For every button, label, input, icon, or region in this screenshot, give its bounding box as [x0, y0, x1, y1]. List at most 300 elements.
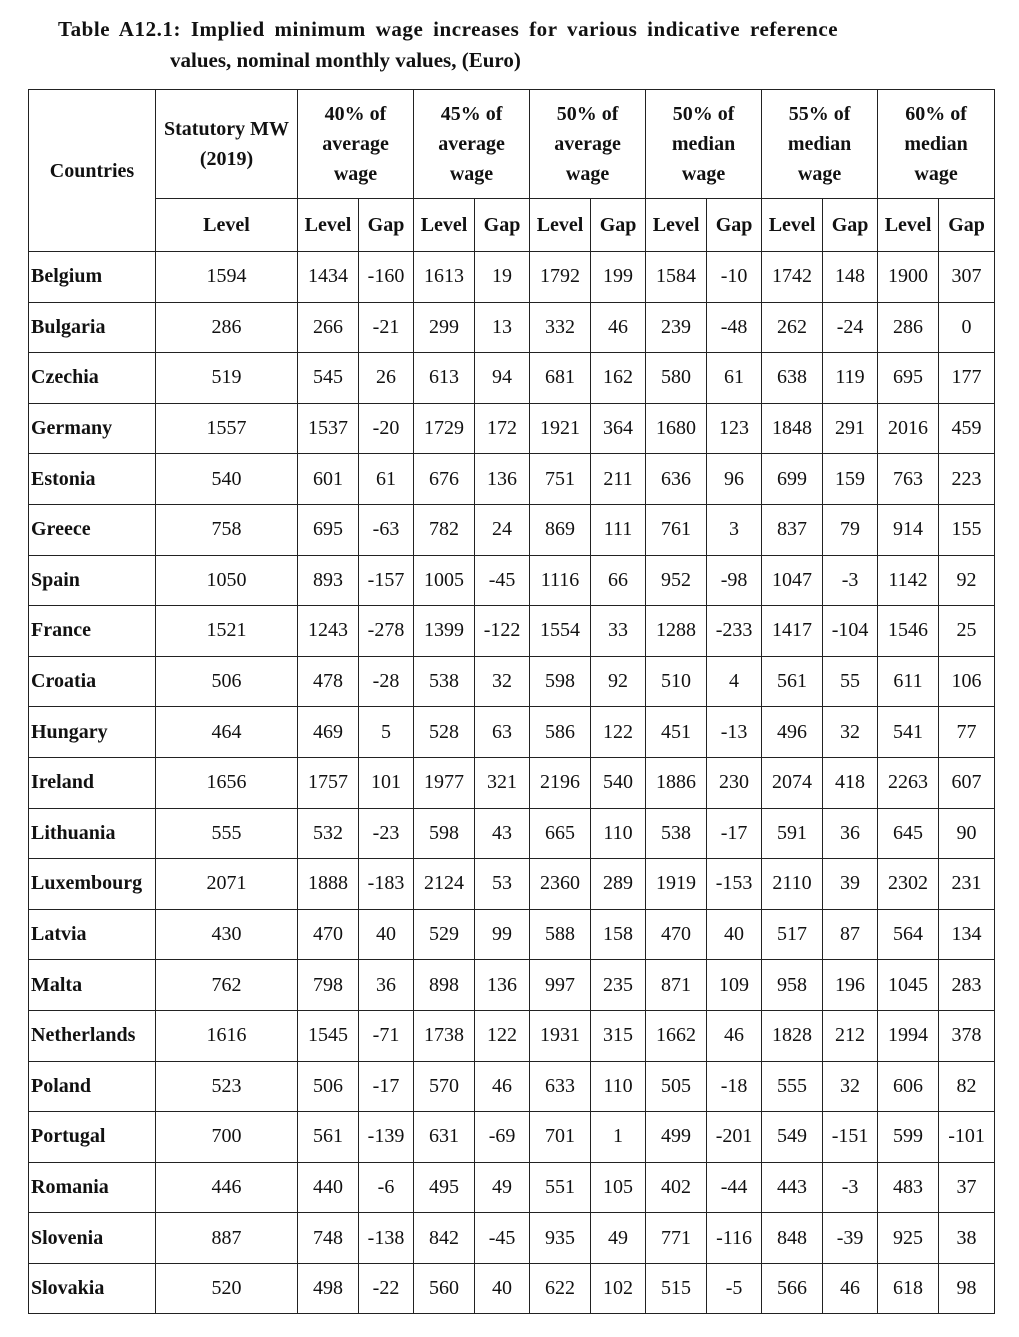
gap-cell: 37: [939, 1162, 995, 1213]
ref-group-unit: wage: [333, 163, 378, 185]
country-cell: Latvia: [29, 909, 156, 960]
table-row: [29, 1162, 995, 1213]
level-cell: 239: [646, 302, 707, 353]
country-cell: Belgium: [29, 252, 156, 303]
gap-cell: 418: [823, 757, 878, 808]
gap-cell: 321: [475, 757, 530, 808]
gap-cell: 25: [939, 606, 995, 657]
gap-cell: 212: [823, 1010, 878, 1061]
level-cell: 952: [646, 555, 707, 606]
level-cell: 925: [878, 1213, 939, 1264]
gap-cell: 98: [939, 1263, 995, 1314]
statutory-mw-cell: 464: [156, 707, 298, 758]
level-cell: 1116: [530, 555, 591, 606]
level-cell: 1931: [530, 1010, 591, 1061]
level-cell: 1662: [646, 1010, 707, 1061]
statutory-mw-cell: 1594: [156, 252, 298, 303]
table-row: [29, 302, 995, 353]
level-cell: 695: [298, 504, 359, 555]
statutory-mw-header-line-2: (2019): [199, 148, 254, 170]
gap-cell: 77: [939, 707, 995, 758]
statutory-mw-cell: 758: [156, 504, 298, 555]
gap-cell: 223: [939, 454, 995, 505]
level-cell: 869: [530, 504, 591, 555]
gap-cell: 5: [359, 707, 414, 758]
level-cell: 958: [762, 960, 823, 1011]
level-cell: 566: [762, 1263, 823, 1314]
level-header: Level: [530, 199, 591, 252]
country-cell: Poland: [29, 1061, 156, 1112]
ref-group-basis: average: [554, 133, 621, 155]
gap-cell: 235: [591, 960, 646, 1011]
level-cell: 618: [878, 1263, 939, 1314]
gap-cell: 13: [475, 302, 530, 353]
gap-cell: -69: [475, 1112, 530, 1163]
country-cell: Netherlands: [29, 1010, 156, 1061]
level-header: Level: [646, 199, 707, 252]
gap-cell: -157: [359, 555, 414, 606]
ref-group-basis: median: [671, 133, 736, 155]
gap-cell: 231: [939, 859, 995, 910]
level-cell: 599: [878, 1112, 939, 1163]
table-row: [29, 909, 995, 960]
level-cell: 1047: [762, 555, 823, 606]
level-cell: 1045: [878, 960, 939, 1011]
level-cell: 771: [646, 1213, 707, 1264]
gap-cell: 39: [823, 859, 878, 910]
level-cell: 538: [646, 808, 707, 859]
gap-cell: 26: [359, 353, 414, 404]
ref-group-unit: wage: [565, 163, 610, 185]
gap-cell: 32: [475, 656, 530, 707]
gap-cell: -21: [359, 302, 414, 353]
gap-cell: -48: [707, 302, 762, 353]
level-cell: 1994: [878, 1010, 939, 1061]
gap-cell: 199: [591, 252, 646, 303]
table-title-line-1: Table A12.1: Implied minimum wage increases for various indicative reference: [58, 17, 839, 41]
level-cell: 499: [646, 1112, 707, 1163]
level-cell: 613: [414, 353, 475, 404]
statutory-mw-cell: 446: [156, 1162, 298, 1213]
level-header: Level: [762, 199, 823, 252]
gap-cell: -116: [707, 1213, 762, 1264]
gap-cell: 136: [475, 454, 530, 505]
gap-cell: -233: [707, 606, 762, 657]
level-cell: 528: [414, 707, 475, 758]
gap-cell: -278: [359, 606, 414, 657]
level-cell: 564: [878, 909, 939, 960]
gap-cell: 94: [475, 353, 530, 404]
gap-cell: 40: [475, 1263, 530, 1314]
gap-cell: 87: [823, 909, 878, 960]
gap-cell: -201: [707, 1112, 762, 1163]
gap-cell: 134: [939, 909, 995, 960]
level-cell: 1546: [878, 606, 939, 657]
gap-cell: 283: [939, 960, 995, 1011]
table-row: [29, 555, 995, 606]
gap-cell: 211: [591, 454, 646, 505]
country-cell: France: [29, 606, 156, 657]
country-cell: Germany: [29, 403, 156, 454]
level-cell: 266: [298, 302, 359, 353]
level-cell: 1742: [762, 252, 823, 303]
gap-cell: 90: [939, 808, 995, 859]
gap-cell: -6: [359, 1162, 414, 1213]
level-cell: 538: [414, 656, 475, 707]
gap-cell: 119: [823, 353, 878, 404]
statutory-mw-cell: 2071: [156, 859, 298, 910]
level-cell: 1142: [878, 555, 939, 606]
gap-cell: -101: [939, 1112, 995, 1163]
gap-cell: 607: [939, 757, 995, 808]
statutory-mw-cell: 887: [156, 1213, 298, 1264]
gap-cell: 110: [591, 808, 646, 859]
country-cell: Bulgaria: [29, 302, 156, 353]
ref-group-unit: wage: [797, 163, 842, 185]
ref-group-basis: average: [438, 133, 505, 155]
level-cell: 560: [414, 1263, 475, 1314]
gap-cell: 38: [939, 1213, 995, 1264]
level-cell: 483: [878, 1162, 939, 1213]
gap-cell: -17: [707, 808, 762, 859]
gap-cell: -22: [359, 1263, 414, 1314]
level-cell: 1886: [646, 757, 707, 808]
gap-cell: 0: [939, 302, 995, 353]
gap-cell: 230: [707, 757, 762, 808]
gap-cell: 101: [359, 757, 414, 808]
gap-cell: 96: [707, 454, 762, 505]
level-cell: 898: [414, 960, 475, 1011]
gap-cell: 36: [359, 960, 414, 1011]
gap-cell: 315: [591, 1010, 646, 1061]
ref-group-header: [762, 90, 878, 199]
level-cell: 1977: [414, 757, 475, 808]
gap-cell: 36: [823, 808, 878, 859]
level-cell: 1288: [646, 606, 707, 657]
statutory-mw-header: [156, 90, 298, 199]
statutory-mw-cell: 520: [156, 1263, 298, 1314]
gap-cell: -45: [475, 1213, 530, 1264]
gap-cell: -153: [707, 859, 762, 910]
table-row: [29, 656, 995, 707]
gap-cell: 364: [591, 403, 646, 454]
level-cell: 332: [530, 302, 591, 353]
statutory-mw-cell: 1616: [156, 1010, 298, 1061]
ref-group-header: [298, 90, 414, 199]
gap-cell: 177: [939, 353, 995, 404]
country-cell: Spain: [29, 555, 156, 606]
country-cell: Estonia: [29, 454, 156, 505]
level-cell: 498: [298, 1263, 359, 1314]
ref-group-pct: 55% of: [788, 103, 851, 125]
level-cell: 665: [530, 808, 591, 859]
ref-group-basis: average: [322, 133, 389, 155]
level-cell: 478: [298, 656, 359, 707]
level-cell: 495: [414, 1162, 475, 1213]
gap-cell: -151: [823, 1112, 878, 1163]
gap-cell: 63: [475, 707, 530, 758]
level-cell: 1005: [414, 555, 475, 606]
statutory-mw-cell: 540: [156, 454, 298, 505]
header-row-groups: [29, 90, 995, 199]
level-cell: 636: [646, 454, 707, 505]
gap-cell: -44: [707, 1162, 762, 1213]
gap-cell: -28: [359, 656, 414, 707]
gap-header: Gap: [939, 199, 995, 252]
country-cell: Czechia: [29, 353, 156, 404]
level-cell: 1828: [762, 1010, 823, 1061]
gap-cell: -138: [359, 1213, 414, 1264]
level-cell: 997: [530, 960, 591, 1011]
level-cell: 469: [298, 707, 359, 758]
table-row: [29, 1263, 995, 1314]
level-cell: 695: [878, 353, 939, 404]
country-cell: Slovenia: [29, 1213, 156, 1264]
ref-group-pct: 60% of: [905, 103, 967, 125]
level-cell: 1680: [646, 403, 707, 454]
level-cell: 2110: [762, 859, 823, 910]
level-cell: 751: [530, 454, 591, 505]
level-cell: 631: [414, 1112, 475, 1163]
level-header: Level: [414, 199, 475, 252]
level-cell: 633: [530, 1061, 591, 1112]
level-cell: 893: [298, 555, 359, 606]
gap-cell: 32: [823, 707, 878, 758]
level-cell: 1434: [298, 252, 359, 303]
ref-group-unit: wage: [681, 163, 726, 185]
gap-cell: -104: [823, 606, 878, 657]
level-cell: 1537: [298, 403, 359, 454]
level-cell: 1888: [298, 859, 359, 910]
level-cell: 586: [530, 707, 591, 758]
countries-header: Countries: [29, 90, 156, 252]
gap-cell: -18: [707, 1061, 762, 1112]
minimum-wage-table: [28, 89, 995, 1314]
level-cell: 1417: [762, 606, 823, 657]
ref-group-basis: median: [904, 133, 968, 155]
table-row: [29, 808, 995, 859]
level-cell: 1738: [414, 1010, 475, 1061]
gap-cell: -45: [475, 555, 530, 606]
gap-cell: 3: [707, 504, 762, 555]
gap-header: Gap: [591, 199, 646, 252]
gap-cell: -13: [707, 707, 762, 758]
level-cell: 2263: [878, 757, 939, 808]
gap-cell: -183: [359, 859, 414, 910]
level-header: Level: [298, 199, 359, 252]
gap-header: Gap: [475, 199, 530, 252]
level-cell: 517: [762, 909, 823, 960]
level-cell: 606: [878, 1061, 939, 1112]
gap-cell: 109: [707, 960, 762, 1011]
gap-cell: 4: [707, 656, 762, 707]
gap-cell: 40: [707, 909, 762, 960]
gap-cell: -23: [359, 808, 414, 859]
level-cell: 935: [530, 1213, 591, 1264]
table-body: [29, 252, 995, 1314]
gap-cell: -39: [823, 1213, 878, 1264]
ref-group-pct: 45% of: [440, 103, 503, 125]
level-cell: 549: [762, 1112, 823, 1163]
level-cell: 1792: [530, 252, 591, 303]
gap-cell: -63: [359, 504, 414, 555]
gap-cell: -3: [823, 555, 878, 606]
level-cell: 761: [646, 504, 707, 555]
statutory-mw-cell: 523: [156, 1061, 298, 1112]
country-cell: Croatia: [29, 656, 156, 707]
level-cell: 2196: [530, 757, 591, 808]
gap-cell: 43: [475, 808, 530, 859]
gap-cell: 123: [707, 403, 762, 454]
ref-group-unit: wage: [449, 163, 494, 185]
gap-cell: 307: [939, 252, 995, 303]
level-cell: 598: [414, 808, 475, 859]
gap-header: Gap: [823, 199, 878, 252]
gap-cell: 159: [823, 454, 878, 505]
level-cell: 470: [646, 909, 707, 960]
gap-cell: 1: [591, 1112, 646, 1163]
level-cell: 842: [414, 1213, 475, 1264]
level-cell: 2124: [414, 859, 475, 910]
level-cell: 532: [298, 808, 359, 859]
level-cell: 588: [530, 909, 591, 960]
level-cell: 837: [762, 504, 823, 555]
gap-cell: 92: [591, 656, 646, 707]
level-cell: 2360: [530, 859, 591, 910]
country-cell: Malta: [29, 960, 156, 1011]
gap-header: Gap: [359, 199, 414, 252]
statutory-mw-cell: 1521: [156, 606, 298, 657]
table-row: [29, 504, 995, 555]
gap-cell: 33: [591, 606, 646, 657]
level-cell: 561: [762, 656, 823, 707]
level-cell: 545: [298, 353, 359, 404]
gap-cell: 122: [591, 707, 646, 758]
level-cell: 1729: [414, 403, 475, 454]
table-title-line-2: values, nominal monthly values, (Euro): [170, 48, 521, 72]
level-cell: 1919: [646, 859, 707, 910]
table-row: [29, 353, 995, 404]
level-cell: 299: [414, 302, 475, 353]
gap-cell: 66: [591, 555, 646, 606]
header-row-level-gap: [29, 199, 995, 252]
gap-cell: 291: [823, 403, 878, 454]
gap-cell: 82: [939, 1061, 995, 1112]
level-cell: 496: [762, 707, 823, 758]
level-cell: 1757: [298, 757, 359, 808]
statutory-mw-cell: 762: [156, 960, 298, 1011]
ref-group-header: [530, 90, 646, 199]
level-cell: 871: [646, 960, 707, 1011]
gap-cell: 148: [823, 252, 878, 303]
gap-cell: -122: [475, 606, 530, 657]
level-cell: 763: [878, 454, 939, 505]
level-cell: 848: [762, 1213, 823, 1264]
level-cell: 638: [762, 353, 823, 404]
gap-cell: 162: [591, 353, 646, 404]
gap-cell: 378: [939, 1010, 995, 1061]
gap-cell: -24: [823, 302, 878, 353]
level-cell: 555: [762, 1061, 823, 1112]
table-row: [29, 960, 995, 1011]
table-row: [29, 707, 995, 758]
level-cell: 402: [646, 1162, 707, 1213]
table-title: [0, 14, 1019, 76]
table-row: [29, 454, 995, 505]
level-cell: 506: [298, 1061, 359, 1112]
gap-cell: 110: [591, 1061, 646, 1112]
level-cell: 622: [530, 1263, 591, 1314]
level-cell: 601: [298, 454, 359, 505]
level-cell: 561: [298, 1112, 359, 1163]
level-cell: 515: [646, 1263, 707, 1314]
level-cell: 2074: [762, 757, 823, 808]
statutory-mw-header-line-1: Statutory MW: [164, 118, 289, 140]
gap-cell: 196: [823, 960, 878, 1011]
gap-cell: 49: [591, 1213, 646, 1264]
gap-cell: 46: [707, 1010, 762, 1061]
gap-cell: -160: [359, 252, 414, 303]
level-cell: 598: [530, 656, 591, 707]
gap-cell: 99: [475, 909, 530, 960]
level-cell: 541: [878, 707, 939, 758]
statutory-mw-cell: 1050: [156, 555, 298, 606]
level-cell: 286: [878, 302, 939, 353]
level-cell: 1900: [878, 252, 939, 303]
level-header: Level: [156, 199, 298, 252]
gap-cell: 172: [475, 403, 530, 454]
gap-cell: 111: [591, 504, 646, 555]
table-row: [29, 757, 995, 808]
country-cell: Greece: [29, 504, 156, 555]
gap-cell: 540: [591, 757, 646, 808]
country-cell: Slovakia: [29, 1263, 156, 1314]
level-cell: 505: [646, 1061, 707, 1112]
level-cell: 1613: [414, 252, 475, 303]
table-row: [29, 403, 995, 454]
ref-group-header: [646, 90, 762, 199]
ref-group-header: [414, 90, 530, 199]
statutory-mw-cell: 430: [156, 909, 298, 960]
gap-cell: 106: [939, 656, 995, 707]
ref-group-pct: 40% of: [324, 103, 387, 125]
level-cell: 451: [646, 707, 707, 758]
gap-cell: 136: [475, 960, 530, 1011]
level-cell: 611: [878, 656, 939, 707]
country-cell: Lithuania: [29, 808, 156, 859]
ref-group-pct: 50% of: [672, 103, 735, 125]
gap-cell: 53: [475, 859, 530, 910]
country-cell: Romania: [29, 1162, 156, 1213]
gap-cell: -17: [359, 1061, 414, 1112]
country-cell: Luxembourg: [29, 859, 156, 910]
level-cell: 591: [762, 808, 823, 859]
gap-cell: 289: [591, 859, 646, 910]
gap-cell: 32: [823, 1061, 878, 1112]
level-cell: 2016: [878, 403, 939, 454]
gap-cell: 459: [939, 403, 995, 454]
gap-cell: -5: [707, 1263, 762, 1314]
gap-header: Gap: [707, 199, 762, 252]
table-row: [29, 1112, 995, 1163]
gap-cell: 102: [591, 1263, 646, 1314]
level-cell: 580: [646, 353, 707, 404]
ref-group-unit: wage: [914, 163, 958, 185]
level-cell: 681: [530, 353, 591, 404]
statutory-mw-cell: 286: [156, 302, 298, 353]
level-cell: 1243: [298, 606, 359, 657]
level-header: Level: [878, 199, 939, 252]
